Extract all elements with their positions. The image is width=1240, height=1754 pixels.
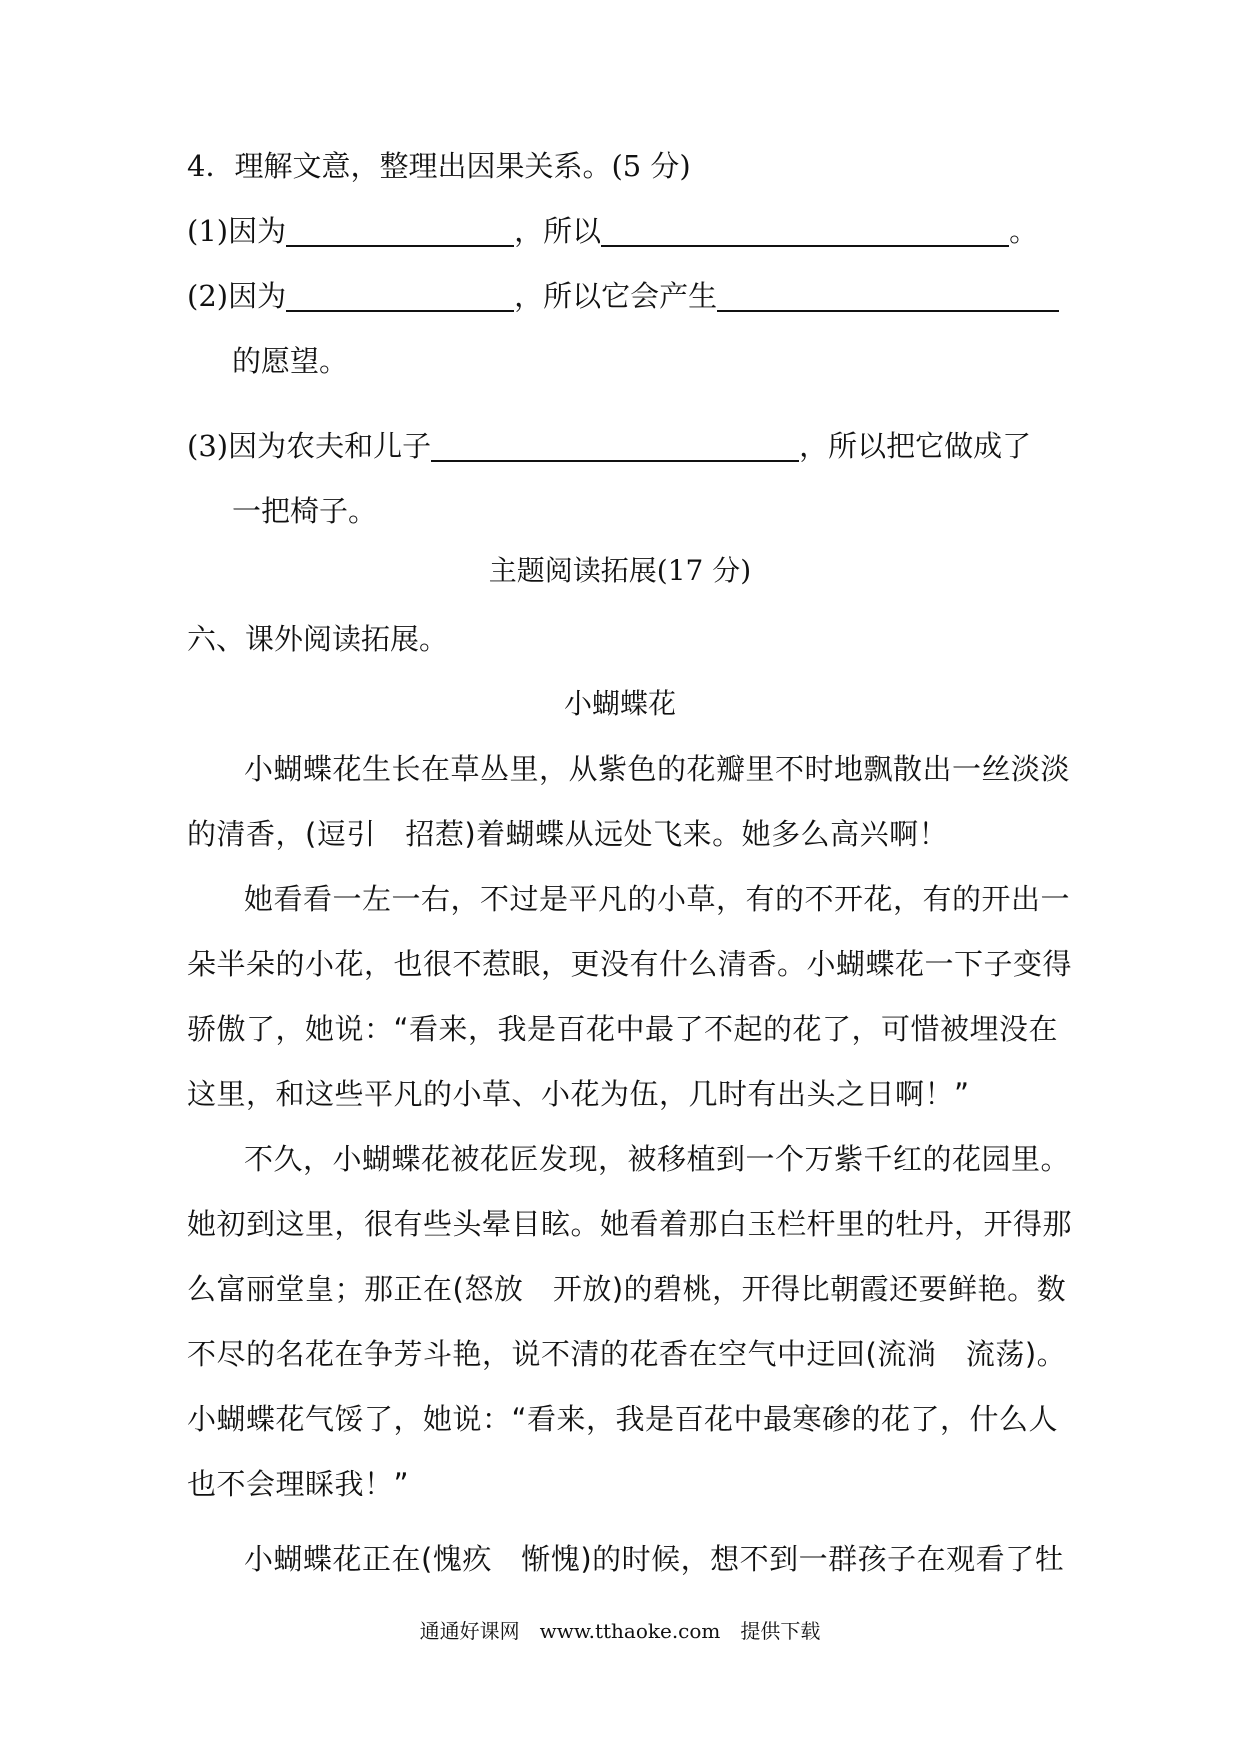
- item-2-effect-blank[interactable]: [717, 280, 1059, 312]
- story-title: 小蝴蝶花: [563, 687, 676, 720]
- question-4-item-1: [187, 211, 1038, 251]
- story-line: 么富丽堂皇；那正在(怒放 开放)的碧桃，开得比朝霞还要鲜艳。数: [187, 1272, 1067, 1306]
- item-3-effect-label: ，所以把它做成了: [799, 429, 1032, 463]
- item-1-cause-label: (1)因为: [187, 214, 287, 248]
- story-line: 她看看一左一右，不过是平凡的小草，有的不开花，有的开出一: [244, 882, 1071, 916]
- story-line: 不尽的名花在争芳斗艳，说不清的花香在空气中迂回(流淌 流荡)。: [187, 1337, 1067, 1371]
- story-line: 骄傲了，她说：“看来，我是百花中最了不起的花了，可惜被埋没在: [187, 1012, 1059, 1046]
- item-1-cause-blank[interactable]: [286, 215, 514, 247]
- story-line: 朵半朵的小花，也很不惹眼，更没有什么清香。小蝴蝶花一下子变得: [187, 947, 1073, 981]
- story-line: 小蝴蝶花气馁了，她说：“看来，我是百花中最寒碜的花了，什么人: [187, 1402, 1059, 1436]
- story-line: 小蝴蝶花生长在草丛里，从紫色的花瓣里不时地飘散出一丝淡淡: [244, 752, 1071, 786]
- item-3-cause-blank[interactable]: [431, 430, 799, 462]
- item-3-continuation: 一把椅子。: [232, 494, 378, 528]
- item-2-effect-label: ，所以它会产生: [514, 279, 718, 313]
- question-4-prompt: 4．理解文意，整理出因果关系。(5 分): [187, 149, 691, 183]
- item-1-effect-label: ，所以: [514, 214, 602, 248]
- question-4-item-2: [187, 276, 1059, 316]
- section-heading: 主题阅读拓展(17 分): [488, 554, 752, 587]
- story-line: 不久，小蝴蝶花被花匠发现，被移植到一个万紫千红的花园里。: [244, 1142, 1071, 1176]
- item-2-cause-blank[interactable]: [286, 280, 514, 312]
- item-2-continuation: 的愿望。: [232, 344, 349, 378]
- story-line: 的清香，(逗引 招惹)着蝴蝶从远处飞来。她多么高兴啊！: [187, 817, 949, 851]
- story-line: 也不会理睬我！”: [187, 1467, 410, 1501]
- question-4-item-3: [187, 426, 1031, 466]
- story-line: 这里，和这些平凡的小草、小花为伍，几时有出头之日啊！”: [187, 1077, 970, 1111]
- story-line: 小蝴蝶花正在(愧疚 惭愧)的时候，想不到一群孩子在观看了牡: [244, 1542, 1065, 1576]
- item-1-end-mark: 。: [1009, 214, 1039, 248]
- footer-credit: 通通好课网 www.tthaoke.com 提供下载: [419, 1619, 821, 1643]
- item-1-effect-blank[interactable]: [601, 215, 1009, 247]
- story-line: 她初到这里，很有些头晕目眩。她看着那白玉栏杆里的牡丹，开得那: [187, 1207, 1073, 1241]
- item-3-cause-label: (3)因为农夫和儿子: [187, 429, 432, 463]
- item-2-cause-label: (2)因为: [187, 279, 287, 313]
- part-6-title: 六、课外阅读拓展。: [187, 622, 449, 656]
